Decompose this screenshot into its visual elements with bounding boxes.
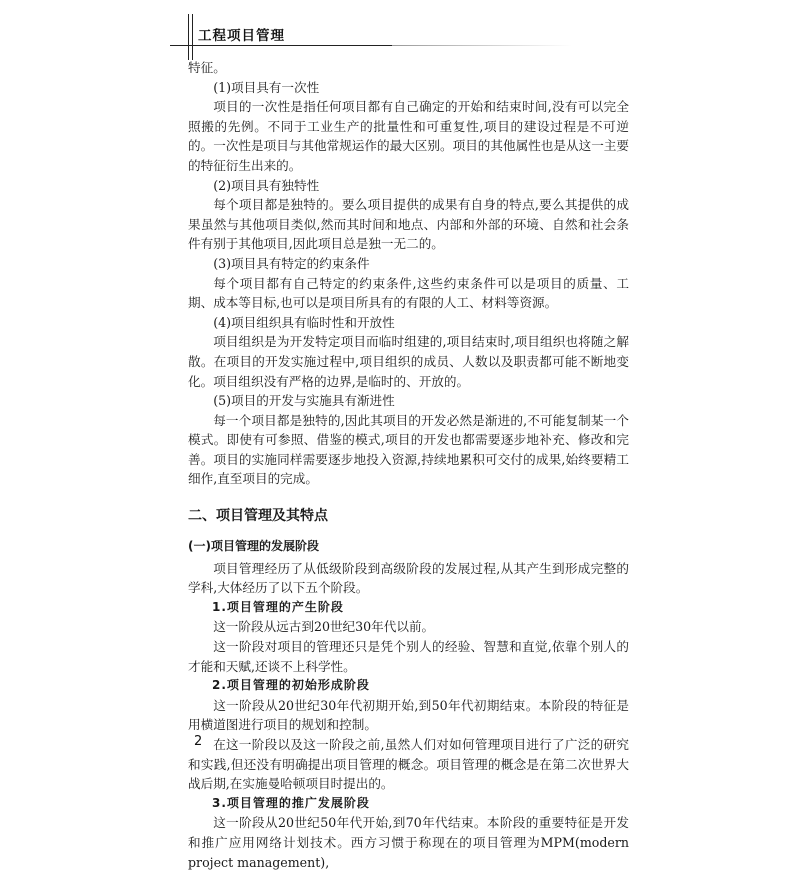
section-heading: 二、项目管理及其特点 [188,508,328,525]
header-rule-vertical [188,14,189,60]
stage-heading: 2.项目管理的初始形成阶段 [212,678,370,693]
body-paragraph: 项目管理经历了从低级阶段到高级阶段的发展过程,从其产生到形成完整的学科,大体经历了以下五个阶段。 [188,560,629,596]
body-paragraph: 这一阶段从20世纪30年代初期开始,到50年代初期结束。本阶段的特征是用横道图进行项目的规划和控制。 [188,697,629,733]
body-paragraph: 每个项目都是独特的。要么项目提供的成果有自身的特点,要么其提供的成果虽然与其他项目类似,然而其时间和地点、内部和外部的环境、自然和社会条件有别于其他项目,因此项目总是独一无二的。 [188,197,629,252]
page-body [188,58,629,872]
body-paragraph: 这一阶段从20世纪50年代开始,到70年代结束。本阶段的重要特征是开发和推广应用网络计划技术。西方习惯于称现在的项目管理为MPM(modern project management), [188,815,629,870]
body-paragraph: 这一阶段从远古到20世纪30年代以前。 [213,619,435,635]
page-number: 2 [194,734,203,749]
body-paragraph: (2)项目具有独特性 [213,177,320,193]
body-paragraph: 项目组织是为开发特定项目而临时组建的,项目结束时,项目组织也将随之解散。在项目的开发实施过程中,项目组织的成员、人数以及职责都可能不断地变化。项目组织没有严格的边界,是临时的、开放的。 [188,334,629,389]
stage-heading: 3.项目管理的推广发展阶段 [212,795,370,810]
body-paragraph: (1)项目具有一次性 [213,79,320,95]
body-paragraph: (3)项目具有特定的约束条件 [213,255,370,271]
body-paragraph: 每一个项目都是独特的,因此其项目的开发必然是渐进的,不可能复制某一个模式。即使有可参照、借鉴的模式,项目的开发也都需要逐步地补充、修改和完善。项目的实施同样需要逐步地投入资源,持续地累积可交付的成果,始终要精工细作,直至项目的完成。 [188,412,629,487]
body-paragraph: 这一阶段对项目的管理还只是凭个别人的经验、智慧和直觉,依靠个别人的才能和天赋,还谈不上科学性。 [188,639,629,674]
body-paragraph: (5)项目的开发与实施具有渐进性 [213,393,395,409]
header-rule-horizontal [170,45,392,46]
body-paragraph: 项目的一次性是指任何项目都有自己确定的开始和结束时间,没有可以完全照搬的先例。不同于工业生产的批量性和可重复性,项目的建设过程是不可逆的。一次性是项目与其他常规运作的最大区别。项目的其他属性也是从这一主要的特征衍生出来的。 [188,99,629,173]
body-paragraph: 特征。 [188,60,226,75]
running-header [170,14,630,54]
body-paragraph: (4)项目组织具有临时性和开放性 [213,314,395,330]
body-paragraph: 每个项目都有自己特定的约束条件,这些约束条件可以是项目的质量、工期、成本等目标,也可以是项目所具有的有限的人工、材料等资源。 [188,275,629,311]
subsection-heading: (一)项目管理的发展阶段 [188,539,319,554]
header-rule-fade [392,45,572,46]
header-rule-vertical [192,14,193,60]
book-title: 工程项目管理 [198,28,285,44]
stage-heading: 1.项目管理的产生阶段 [212,599,344,614]
body-paragraph: 在这一阶段以及这一阶段之前,虽然人们对如何管理项目进行了广泛的研究和实践,但还没有明确提出项目管理的概念。项目管理的概念是在第二次世界大战后期,在实施曼哈顿项目时提出的。 [188,737,629,792]
